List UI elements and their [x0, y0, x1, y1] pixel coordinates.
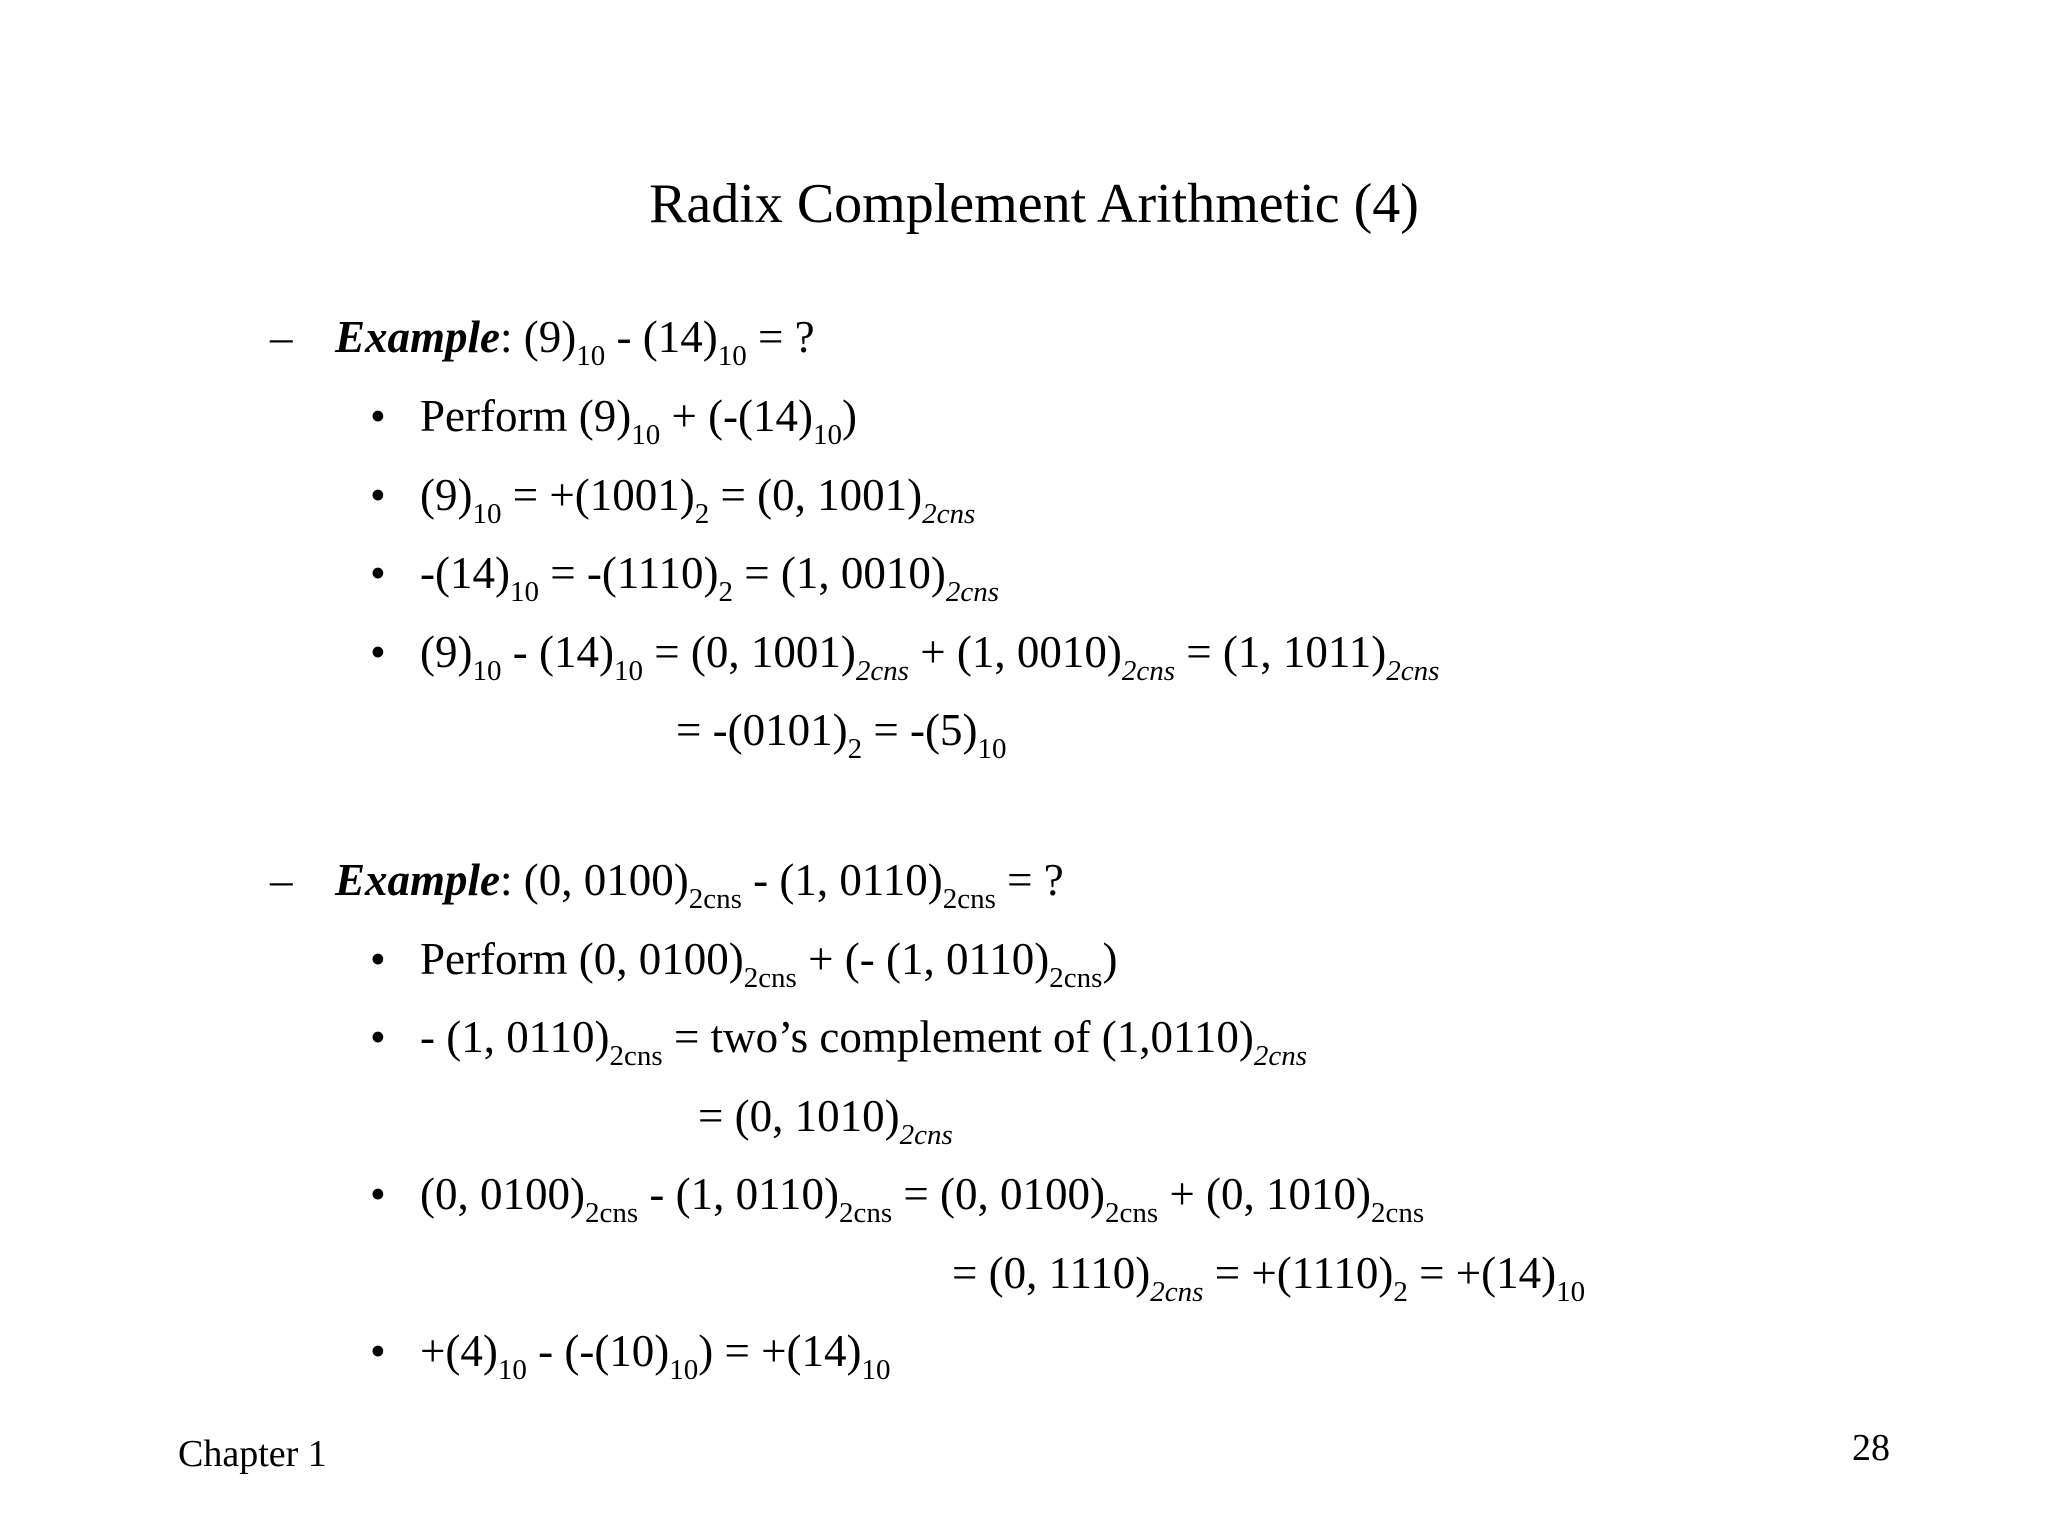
example-1-question: Example: $(9)_{10} - (14)_{10}$ = ?	[335, 312, 815, 372]
bullet-marker: •	[370, 391, 386, 441]
bullet-marker: •	[370, 934, 386, 984]
page-number: 28	[1852, 1427, 1890, 1469]
example-2-perform: Perform (0, $0100)_{2cns}$ + (- (1, $0110)_{2cns}$)	[420, 934, 1118, 994]
example-2-sum-result: = (0, $1110)_{2cns} = +(1110)_2 = +(14)_{10}$	[952, 1248, 1586, 1308]
dash-marker: –	[270, 855, 293, 905]
dash-marker: –	[270, 312, 293, 362]
example-1-perform: Perform $(9)_{10} + (-(14)_{10})$	[420, 391, 858, 451]
bullet-marker: •	[370, 1169, 386, 1219]
bullet-marker: •	[370, 627, 386, 677]
example-1-result: = $-(0101)_2 = -(5)_{10}$	[676, 705, 1007, 765]
example-label: Example	[335, 312, 500, 362]
example-1-sum: $(9)_{10} - (14)_{10} = (0$, $1001)_{2cns} + (1$, $0010)_{2cns} = (1$, $1011)_{2cns}$	[420, 627, 1440, 687]
example-2-sum: (0, $0100)_{2cns} - (1$, $0110)_{2cns} = (0$, $0100)_{2cns} + (0$, $1010)_{2cns}$	[420, 1169, 1425, 1229]
bullet-marker: •	[370, 548, 386, 598]
slide-title: Radix Complement Arithmetic (4)	[649, 173, 1419, 235]
bullet-marker: •	[370, 1012, 386, 1062]
example-2-decimal: $+(4)_{10} - (-(10)_{10}) = +(14)_{10}$	[420, 1326, 891, 1386]
example-2-question: Example: (0, $0100)_{2cns} - (1$, $0110)_{2cns}$ = ?	[335, 855, 1064, 915]
example-1-neg14: $-(14)_{10} = -(1110)_2 = (1$, $0010)_{2cns}$	[420, 548, 999, 608]
example-label: Example	[335, 855, 500, 905]
bullet-marker: •	[370, 470, 386, 520]
example-2-negation-result: = (0, $1010)_{2cns}$	[698, 1091, 953, 1151]
example-2-negation: - (1, $0110)_{2cns}$ = two’s complement of $(1,0110)_{2cns}$	[420, 1012, 1307, 1072]
footer-chapter: Chapter 1	[178, 1433, 327, 1475]
example-1-nine: $(9)_{10} = +(1001)_2 = (0$, $1001)_{2cns}$	[420, 470, 976, 530]
bullet-marker: •	[370, 1326, 386, 1376]
